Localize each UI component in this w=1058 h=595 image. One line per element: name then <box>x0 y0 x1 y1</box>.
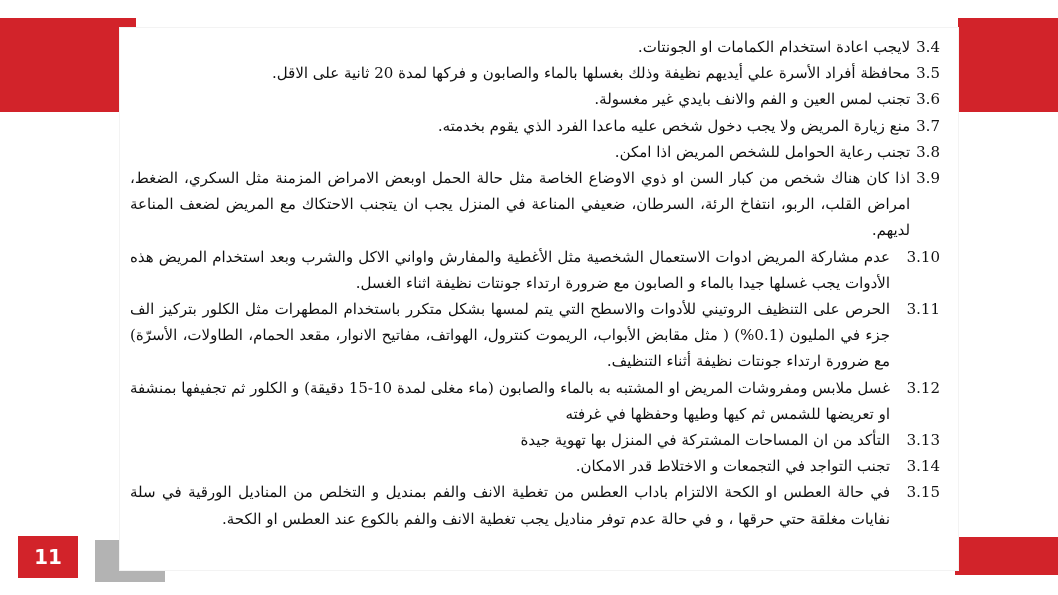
item-number: 3.13 <box>906 431 940 450</box>
list-item <box>130 479 940 531</box>
item-number: 3.12 <box>906 378 940 397</box>
item-number: 3.8 <box>916 142 940 161</box>
list-item <box>130 86 940 112</box>
item-text: غسل ملابس ومفروشات المريض او المشتبه به بالماء والصابون (ماء مغلى لمدة 10-15 دقيقة) و الكلور ثم تجفيفها بمنشفة او تعريضها للشمس ثم كيها وطيها وحفظها في غرفته <box>130 378 890 423</box>
list-item <box>130 34 940 60</box>
item-number: 3.4 <box>916 38 940 56</box>
list-item <box>130 375 940 427</box>
item-text: التأكد من ان المساحات المشتركة في المنزل بها تهوية جيدة <box>520 431 890 450</box>
item-number: 3.10 <box>906 247 940 266</box>
item-number: 3.9 <box>916 169 940 188</box>
item-number: 3.5 <box>916 64 940 83</box>
item-number: 3.11 <box>906 300 940 319</box>
item-text: تجنب التواجد في التجمعات و الاختلاط قدر الامكان. <box>575 457 890 476</box>
item-text: منع زيارة المريض ولا يجب دخول شخص عليه ماعدا الفرد الذي يقوم بخدمته. <box>437 116 911 135</box>
item-number: 3.14 <box>906 457 940 476</box>
content-card <box>120 28 958 570</box>
red-band-bottom-right <box>955 537 1058 575</box>
list-item <box>130 296 940 375</box>
item-text: عدم مشاركة المريض ادوات الاستعمال الشخصية مثل الأغطية والمفارش واواني الاكل والشرب وبعد استخدام المريض هذه الأدوات يجب غسلها جيدا بالماء و الصابون مع ضرورة ارتداء جونتات نظيفة اثناء الغسل. <box>130 247 890 292</box>
red-band-top-right <box>958 18 1058 112</box>
list-item <box>130 139 940 165</box>
item-number: 3.15 <box>906 483 940 502</box>
item-text: محافظة أفراد الأسرة علي أيديهم نظيفة وذلك بغسلها بالماء والصابون و فركها لمدة 20 ثانية على الاقل. <box>272 64 911 83</box>
item-number: 3.7 <box>916 116 940 135</box>
page-number: 11 <box>18 536 78 578</box>
item-text: اذا كان هناك شخص من كبار السن او ذوي الاوضاع الخاصة مثل حالة الحمل اوبعض الامراض المزمنة مثل السكري، الضغط، امراض القلب، الربو، انتفاخ الرئة، السرطان، ضعيفي المناعة في المنزل يجب ان يتجنب الاحتكاك مع المريض لضعف المناعة لديهم. <box>130 169 911 240</box>
list-item <box>130 165 940 244</box>
list-item <box>130 427 940 453</box>
item-text: الحرص على التنظيف الروتيني للأدوات والاسطح التي يتم لمسها بشكل متكرر باستخدام المطهرات مثل الكلور بتركيز الف جزء في المليون (0.1%) ( مثل مقابض الأبواب، الريموت كنترول، الهواتف، مفاتيح الانوار، مقعد الحمام، الطاولات، الأسرّة) مع ضرورة ارتداء جونتات نظيفة أثناء التنظيف. <box>130 300 890 371</box>
item-text: تجنب رعاية الحوامل للشخص المريض اذا امكن. <box>614 142 911 161</box>
item-number: 3.6 <box>916 90 940 109</box>
item-text: في حالة العطس او الكحة الالتزام باداب العطس من تغطية الانف والفم بمنديل و التخلص من المناديل الورقية في سلة نفايات مغلقة حتي حرقها ، و في حالة عدم توفر مناديل يجب تغطية الانف والفم بالكوع عند العطس او الكحة. <box>130 483 890 528</box>
item-text: لايجب اعادة استخدام الكمامات او الجونتات. <box>637 38 911 56</box>
list-item <box>130 60 940 86</box>
item-text: تجنب لمس العين و الفم والانف بايدي غير مغسولة. <box>594 90 911 109</box>
list-item <box>130 244 940 296</box>
list-item <box>130 453 940 479</box>
instruction-list <box>130 34 940 532</box>
list-item <box>130 113 940 139</box>
red-band-top-left <box>0 18 136 112</box>
